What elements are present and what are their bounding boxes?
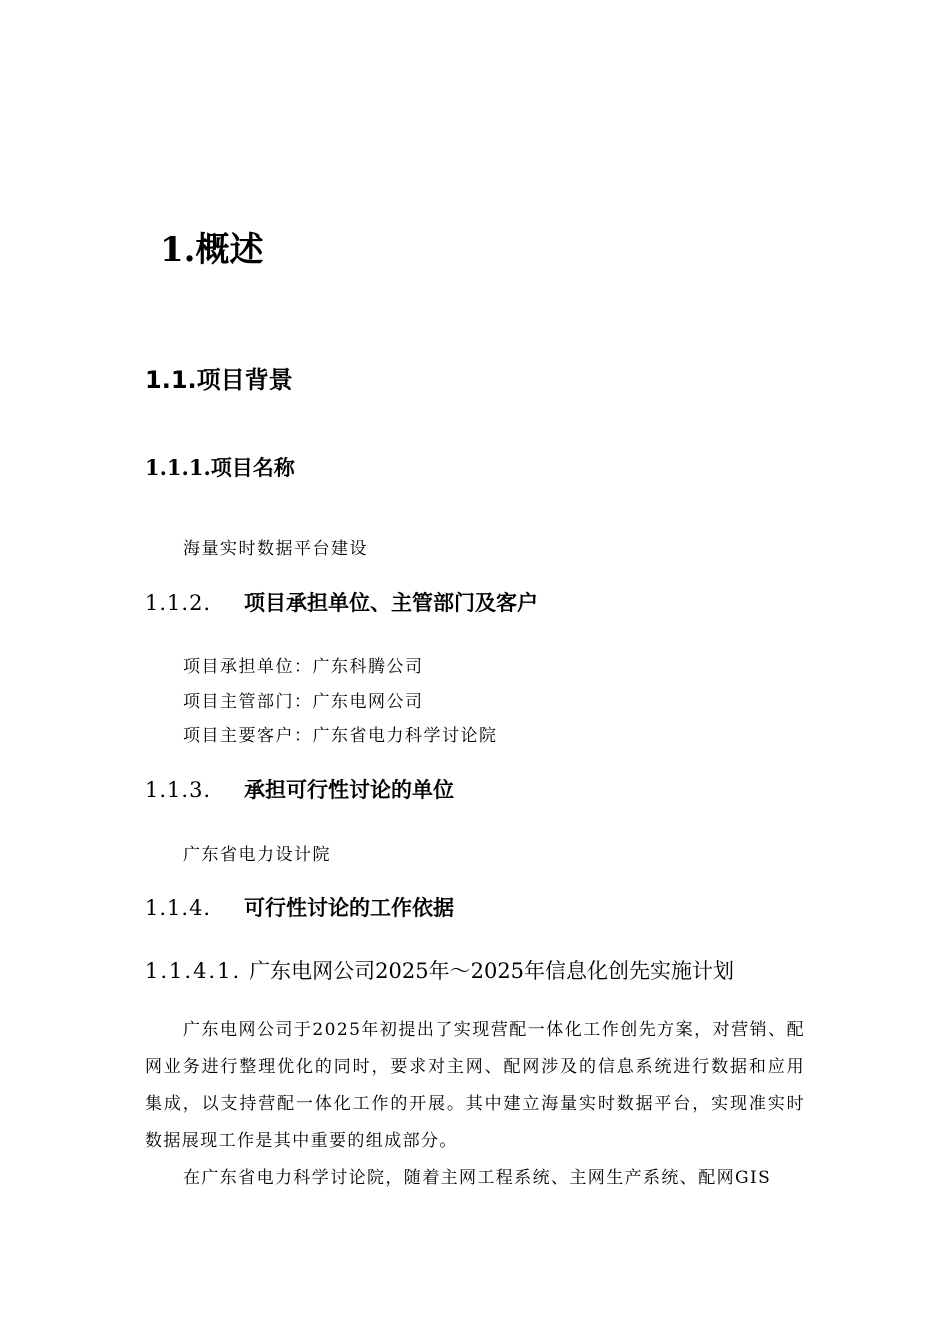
- section-title: 1.1.项目背景: [145, 366, 293, 394]
- subsection-heading: 项目承担单位、主管部门及客户: [244, 590, 538, 615]
- subsection-title-units: [145, 587, 538, 617]
- chapter-title: 1.概述: [160, 230, 264, 270]
- subsection-heading: 承担可行性讨论的单位: [244, 777, 454, 802]
- subsection-title-project-name: 1.1.1.项目名称: [145, 455, 295, 480]
- subsection-number: 1.1.3.: [145, 778, 212, 802]
- subsection-heading: 可行性讨论的工作依据: [244, 895, 454, 920]
- body-paragraph-1: 广东电网公司于2025年初提出了实现营配一体化工作创先方案，对营销、配网业务进行整理优化的同时，要求对主网、配网涉及的信息系统进行数据和应用集成，以支持营配一体化工作的开展。其中建立海量实时数据平台，实现准实时数据展现工作是其中重要的组成部分。: [145, 1020, 805, 1151]
- body-paragraph-2: 在广东省电力科学讨论院，随着主网工程系统、主网生产系统、配网GIS: [183, 1168, 772, 1188]
- project-name-text: 海量实时数据平台建设: [183, 539, 368, 559]
- subsubsection-number: 1.1.4.1.: [145, 959, 242, 983]
- undertaking-unit-line: 项目承担单位：广东科腾公司: [183, 657, 424, 677]
- subsection-number: 1.1.2.: [145, 591, 212, 615]
- subsection-title-feasibility-unit: [145, 774, 454, 804]
- subsubsection-heading: 广东电网公司2025年～2025年信息化创先实施计划: [249, 959, 735, 983]
- feasibility-unit-text: 广东省电力设计院: [183, 845, 331, 865]
- subsubsection-title-plan: [145, 955, 734, 985]
- main-customer-line: 项目主要客户：广东省电力科学讨论院: [183, 726, 498, 746]
- subsection-title-basis: [145, 892, 454, 922]
- competent-department-line: 项目主管部门：广东电网公司: [183, 692, 424, 712]
- subsection-number: 1.1.4.: [145, 896, 212, 920]
